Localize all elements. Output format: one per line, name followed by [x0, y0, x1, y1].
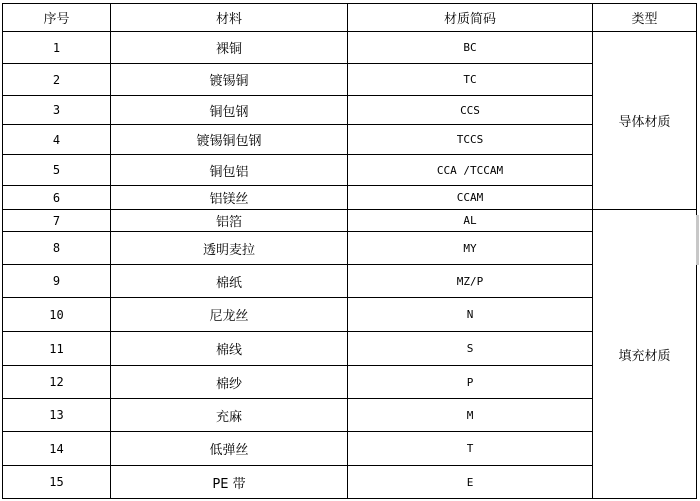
table-row	[3, 186, 697, 210]
page-edge-shadow	[696, 215, 699, 265]
row-material: 铜包铝	[111, 155, 348, 186]
row-material: 充麻	[111, 399, 348, 432]
table-row	[3, 366, 697, 399]
table-row	[3, 332, 697, 366]
row-code: N	[348, 298, 593, 332]
table-row	[3, 210, 697, 232]
row-no: 13	[3, 399, 111, 432]
row-code: AL	[348, 210, 593, 232]
row-code: BC	[348, 32, 593, 64]
material-code-table	[2, 3, 697, 499]
row-no: 10	[3, 298, 111, 332]
row-material: 裸铜	[111, 32, 348, 64]
row-material: 低弹丝	[111, 432, 348, 466]
row-no: 3	[3, 96, 111, 125]
row-code: CCAM	[348, 186, 593, 210]
row-material: 铝箔	[111, 210, 348, 232]
row-code: TCCS	[348, 125, 593, 155]
row-no: 12	[3, 366, 111, 399]
table-row	[3, 32, 697, 64]
table-row	[3, 64, 697, 96]
row-material: 铝镁丝	[111, 186, 348, 210]
row-material: 透明麦拉	[111, 232, 348, 265]
row-material: 棉线	[111, 332, 348, 366]
table-header-row	[3, 4, 697, 32]
header-code: 材质简码	[348, 4, 593, 32]
row-code: MZ/P	[348, 265, 593, 298]
row-material: 镀锡铜	[111, 64, 348, 96]
row-code: P	[348, 366, 593, 399]
row-material: 尼龙丝	[111, 298, 348, 332]
row-no: 11	[3, 332, 111, 366]
row-code: CCA /TCCAM	[348, 155, 593, 186]
table-row	[3, 432, 697, 466]
row-no: 5	[3, 155, 111, 186]
table-row	[3, 399, 697, 432]
row-no: 8	[3, 232, 111, 265]
row-code: T	[348, 432, 593, 466]
row-no: 4	[3, 125, 111, 155]
header-material: 材料	[111, 4, 348, 32]
row-material: PE 带	[111, 466, 348, 499]
table-row	[3, 298, 697, 332]
table-row	[3, 155, 697, 186]
row-code: E	[348, 466, 593, 499]
row-no: 7	[3, 210, 111, 232]
row-no: 15	[3, 466, 111, 499]
row-material: 棉纱	[111, 366, 348, 399]
row-no: 6	[3, 186, 111, 210]
row-code: S	[348, 332, 593, 366]
table-row	[3, 265, 697, 298]
row-code: M	[348, 399, 593, 432]
header-no: 序号	[3, 4, 111, 32]
row-no: 1	[3, 32, 111, 64]
table-row	[3, 96, 697, 125]
row-code: CCS	[348, 96, 593, 125]
header-type: 类型	[593, 4, 697, 32]
table-row	[3, 125, 697, 155]
table-row	[3, 466, 697, 499]
row-no: 14	[3, 432, 111, 466]
type-filler: 填充材质	[593, 210, 697, 499]
row-material: 铜包钢	[111, 96, 348, 125]
row-no: 2	[3, 64, 111, 96]
row-code: MY	[348, 232, 593, 265]
row-material: 镀锡铜包钢	[111, 125, 348, 155]
row-code: TC	[348, 64, 593, 96]
row-no: 9	[3, 265, 111, 298]
row-material: 棉纸	[111, 265, 348, 298]
table-row	[3, 232, 697, 265]
type-conductor: 导体材质	[593, 32, 697, 210]
